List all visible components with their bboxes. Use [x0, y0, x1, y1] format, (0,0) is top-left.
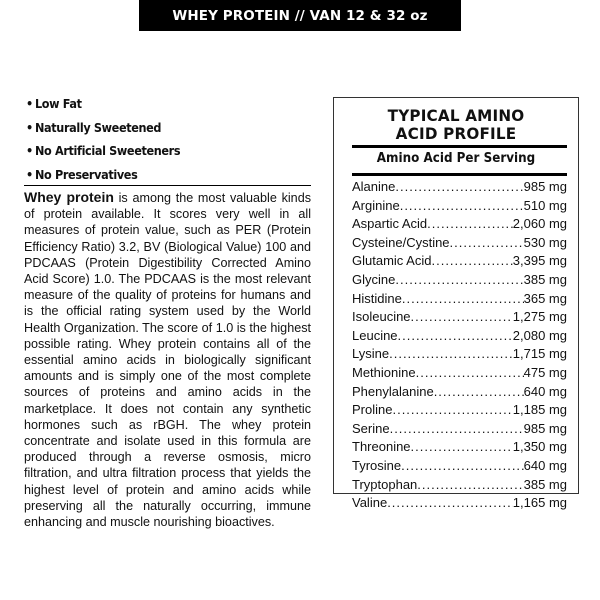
amino-acid-row: [352, 197, 567, 216]
amino-acid-name: Histidine: [352, 290, 402, 306]
amino-acid-row: [352, 234, 567, 253]
amino-acid-amount: 530 mg: [523, 234, 567, 250]
amino-acid-amount: 1,275 mg: [512, 309, 567, 325]
leader-dots: [411, 308, 513, 327]
amino-acid-row: [352, 271, 567, 290]
feature-bullet: • No Artificial Sweeteners: [26, 139, 180, 163]
leader-dots: [427, 215, 513, 234]
amino-acid-amount: 985 mg: [523, 420, 567, 436]
amino-acid-row: [352, 438, 567, 457]
amino-acid-name: Valine: [352, 495, 388, 511]
amino-acid-amount: 1,715 mg: [512, 346, 567, 362]
leader-dots: [431, 252, 512, 271]
feature-bullet: • No Preservatives: [26, 163, 180, 187]
amino-profile-title: TYPICAL AMINO ACID PROFILE: [387, 106, 525, 143]
amino-acid-name: Cysteine/Cystine: [352, 234, 450, 250]
leader-dots: [392, 401, 512, 420]
amino-acid-row: [352, 494, 567, 513]
amino-acid-name: Methionine: [352, 364, 416, 380]
amino-acid-name: Arginine: [352, 197, 400, 213]
amino-acid-amount: 365 mg: [523, 290, 567, 306]
amino-acid-name: Lysine: [352, 346, 390, 362]
amino-acid-amount: 1,185 mg: [512, 402, 567, 418]
amino-acid-name: Aspartic Acid: [352, 216, 428, 232]
amino-acid-name: Phenylalanine: [352, 383, 434, 399]
amino-acid-amount: 2,060 mg: [512, 216, 567, 232]
bullet-icon: •: [26, 119, 33, 135]
feature-bullet: • Naturally Sweetened: [26, 116, 180, 140]
product-description: [24, 189, 311, 530]
feature-bullet-list: [26, 92, 197, 186]
amino-acid-list: [352, 178, 567, 513]
leader-dots: [402, 290, 524, 309]
amino-acid-name: Proline: [352, 402, 393, 418]
section-divider: [24, 185, 311, 186]
product-title-banner: [139, 0, 461, 31]
amino-acid-row: [352, 457, 567, 476]
amino-acid-amount: 1,165 mg: [512, 495, 567, 511]
amino-acid-name: Tyrosine: [352, 457, 402, 473]
amino-acid-amount: 985 mg: [523, 179, 567, 194]
amino-acid-row: [352, 215, 567, 234]
amino-acid-name: Serine: [352, 420, 390, 436]
amino-acid-profile-panel: [333, 97, 579, 511]
amino-acid-row: [352, 290, 567, 309]
leader-dots: [395, 271, 523, 290]
amino-acid-row: [352, 327, 567, 346]
amino-acid-row: [352, 476, 567, 495]
amino-acid-row: [352, 252, 567, 271]
leader-dots: [387, 494, 513, 513]
amino-acid-amount: 510 mg: [523, 197, 567, 213]
amino-acid-name: Glutamic Acid: [352, 253, 432, 269]
leader-dots: [389, 345, 513, 364]
leader-dots: [395, 178, 523, 197]
product-title: WHEY PROTEIN // VAN 12 & 32 oz: [172, 7, 428, 24]
amino-acid-row: [352, 420, 567, 439]
amino-acid-name: Threonine: [352, 439, 411, 455]
amino-acid-row: [352, 383, 567, 402]
amino-acid-name: Alanine: [352, 179, 396, 194]
bullet-icon: •: [26, 96, 33, 111]
leader-dots: [400, 197, 524, 216]
amino-acid-name: Glycine: [352, 271, 396, 287]
amino-acid-amount: 2,080 mg: [512, 327, 567, 343]
amino-acid-row: [352, 364, 567, 383]
amino-acid-amount: 640 mg: [523, 383, 567, 399]
amino-acid-row: [352, 345, 567, 364]
leader-dots: [434, 383, 524, 402]
leader-dots: [411, 438, 513, 457]
amino-acid-amount: 3,395 mg: [512, 253, 567, 269]
amino-acid-name: Tryptophan: [352, 476, 418, 492]
leader-dots: [417, 476, 523, 495]
amino-acid-amount: 385 mg: [523, 271, 567, 287]
amino-acid-row: [352, 401, 567, 420]
amino-acid-amount: 640 mg: [523, 457, 567, 473]
subtitle-rule: [352, 173, 567, 176]
amino-acid-amount: 385 mg: [523, 476, 567, 492]
bullet-icon: •: [26, 143, 33, 158]
title-rule: [352, 145, 567, 148]
amino-acid-amount: 1,350 mg: [512, 439, 567, 455]
amino-acid-amount: 475 mg: [523, 364, 567, 380]
description-lead: Whey protein: [24, 189, 114, 205]
amino-acid-row: [352, 178, 567, 197]
leader-dots: [398, 327, 513, 346]
amino-acid-name: Leucine: [352, 327, 398, 343]
description-text: is among the most valuable kinds of protein available. It scores very well in all measures of protein value, such as PER (Protein Efficiency Ratio) 3.2, BV (Biological Value) 100 and PDCAAS (Protein Digestibility Corrected Amino Acid Score) 1.0. The PDCAAS is the most relevant measure of the quality of proteins for humans and is the official rating system used by the World Health Organization. The score of 1.0 is the highest possible rating. Whey protein contains all of the essential amino acids in biologically significant amounts and is simply one of the most complete sources of proteins and amino acids in the marketplace. It does not contain any synthetic hormones such as rBGH. The whey protein concentrate and isolate used in this formula are produced through a reverse osmosis, micro filtration, and ultra filtration process that yields the highest level of protein and amino acids while preserving all the naturally occurring, immune enhancing and muscle nourishing bioactives.: [24, 191, 311, 530]
amino-acid-name: Isoleucine: [352, 309, 411, 325]
amino-profile-subtitle: Amino Acid Per Serving: [376, 151, 536, 166]
leader-dots: [450, 234, 524, 253]
leader-dots: [401, 457, 523, 476]
feature-bullet: • Low Fat: [26, 92, 180, 116]
leader-dots: [390, 420, 524, 439]
amino-acid-row: [352, 308, 567, 327]
bullet-icon: •: [26, 166, 33, 182]
leader-dots: [416, 364, 524, 383]
